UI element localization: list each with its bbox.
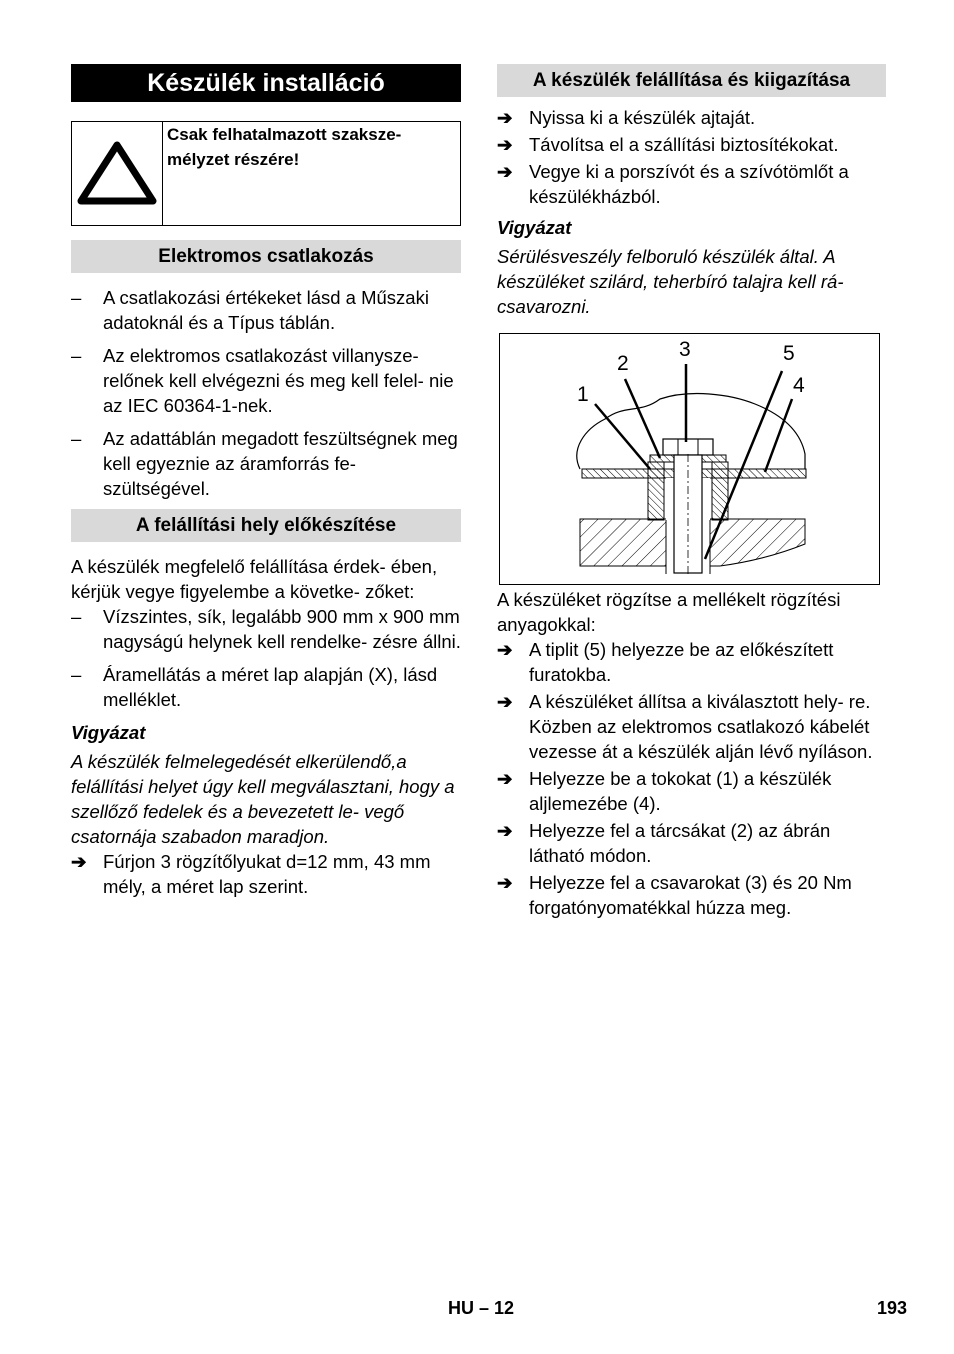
warning-icon-cell [72,122,163,225]
step-item: ➔ Helyezze fel a tárcsákat (2) az ábrán látható módon. [497,820,831,866]
caution-text: Sérülésveszély felboruló készülék által. A készüléket szilárd, teherbíró talajra kell rá- csavarozni. [497,246,844,317]
arrow-right-icon: ➔ [497,161,513,182]
caution-text: A készülék felmelegedését elkerülendő,a felállítási helyet úgy kell megválasztani, hogy a szellőző fedelek és a bevezetett le- vegő csatornája szabadon maradjon. [71,751,455,847]
site-intro: A készülék megfelelő felállítása érdek- ében, kérjük vegye figyelembe a követke- zőket: [71,556,438,602]
footer-page-number: 193 [877,1298,908,1318]
right-column [497,64,886,920]
dash-marker: – [71,606,82,627]
arrow-right-icon: ➔ [497,768,513,789]
step-item: ➔ Fúrjon 3 rögzítőlyukat d=12 mm, 43 mm mély, a méret lap szerint. [71,851,431,897]
list-item: – Vízszintes, sík, legalább 900 mm x 900 mm nagyságú helynek kell rendelke- zésre állni. [71,606,461,652]
list-item: – Az elektromos csatlakozást villanysze- relőnek kell elvégezni és meg kell felel- nie az IEC 60364-1-nek. [71,345,454,416]
dash-marker: – [71,428,82,449]
page-title: Készülék installáció [71,64,461,102]
dash-marker: – [71,345,82,366]
figure-label-5: 5 [783,342,795,365]
step-item: ➔ Távolítsa el a szállítási biztosítékokat. [497,134,839,155]
caution-label: Vigyázat [71,722,146,743]
step-item: ➔ Nyissa ki a készülék ajtaját. [497,107,756,128]
step-item: ➔ A tiplit (5) helyezze be az előkészített furatokba. [497,639,834,685]
arrow-right-icon: ➔ [497,820,513,841]
arrow-right-icon: ➔ [497,107,513,128]
arrow-right-icon: ➔ [497,134,513,155]
arrow-right-icon: ➔ [71,851,87,872]
step-item: ➔ A készüléket állítsa a kiválasztott hely- re. Közben az elektromos csatlakozó kábelét vezesse át a készülék alján lévő nyíláson. [497,691,873,762]
warning-box [71,121,461,226]
footer-section-page: HU – 12 [448,1298,515,1318]
warning-text: Csak felhatalmazott szaksze- mélyzet részére! [167,125,402,169]
step-item: ➔ Vegye ki a porszívót és a szívótömlőt a készülékházból. [497,161,849,207]
figure-label-1: 1 [577,383,589,406]
mounting-figure [499,333,880,585]
figure-label-3: 3 [679,338,691,361]
section-heading-setup: A készülék felállítása és kiigazítása [497,64,886,97]
list-item: – Az adattáblán megadott feszültségnek meg kell egyeznie az áramforrás fe- szültségével. [71,428,458,499]
caution-label: Vigyázat [497,217,572,238]
arrow-right-icon: ➔ [497,691,513,712]
left-column [71,64,461,899]
arrow-right-icon: ➔ [497,872,513,893]
dash-marker: – [71,664,82,685]
warning-triangle-icon [77,139,157,209]
arrow-right-icon: ➔ [497,639,513,660]
step-item: ➔ Helyezze fel a csavarokat (3) és 20 Nm forgatónyomatékkal húzza meg. [497,872,852,918]
mounting-diagram [500,334,879,584]
step-item: ➔ Helyezze be a tokokat (1) a készülék aljlemezébe (4). [497,768,832,814]
list-item: – Áramellátás a méret lap alapján (X), lásd melléklet. [71,664,438,710]
section-heading-site: A felállítási hely előkészítése [71,509,461,542]
figure-label-4: 4 [793,374,805,397]
section-heading-electrical: Elektromos csatlakozás [71,240,461,273]
list-item: – A csatlakozási értékeket lásd a Műszaki adatoknál és a Típus táblán. [71,287,429,333]
dash-marker: – [71,287,82,308]
fix-intro: A készüléket rögzítse a mellékelt rögzítési anyagokkal: [497,589,841,635]
figure-label-2: 2 [617,352,629,375]
